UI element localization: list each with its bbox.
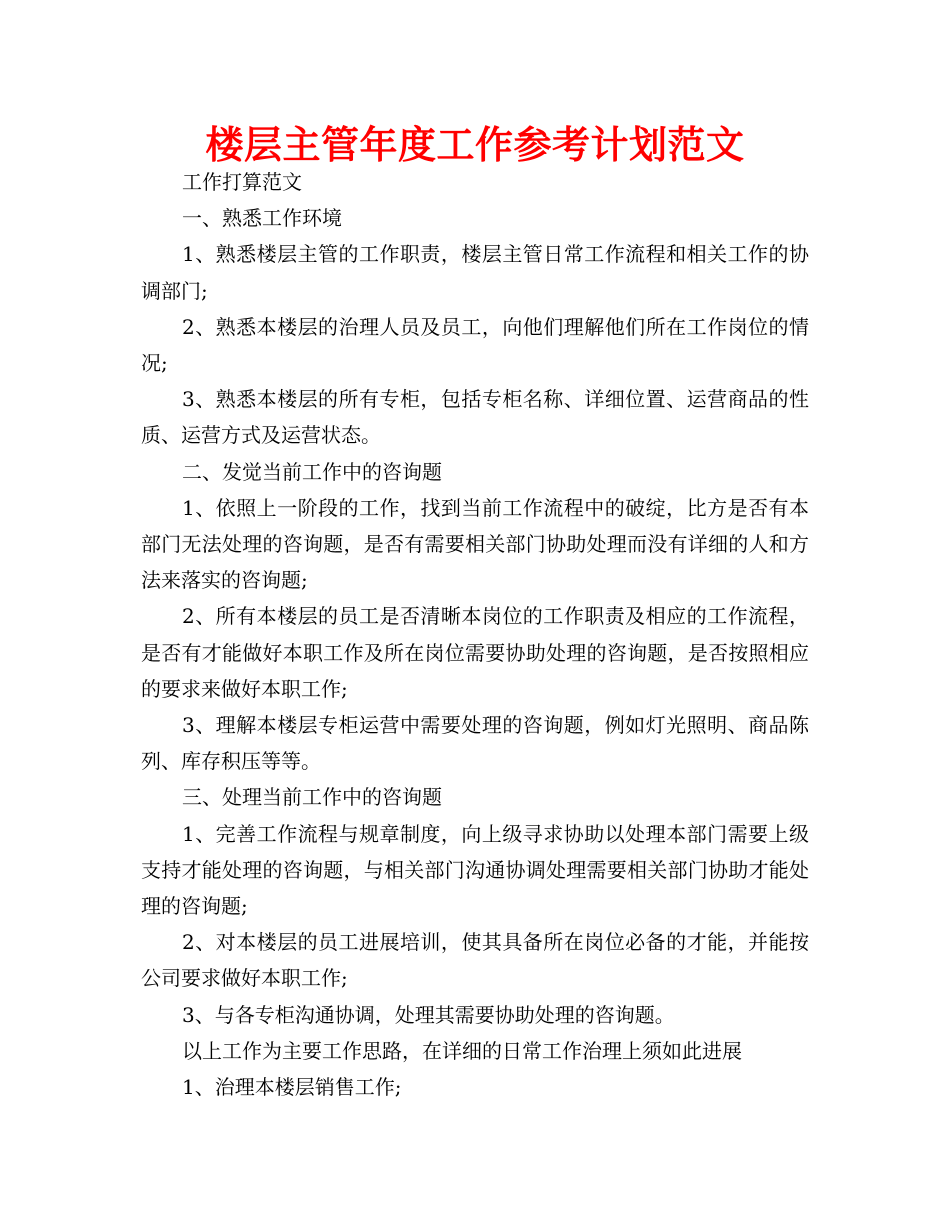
paragraph: 3、熟悉本楼层的所有专柜，包括专柜名称、详细位置、运营商品的性质、运营方式及运营状态。 — [141, 387, 809, 448]
document-body — [141, 164, 809, 1105]
section-heading-3: 三、处理当前工作中的咨询题 — [182, 785, 442, 810]
paragraph: 2、所有本楼层的员工是否清晰本岗位的工作职责及相应的工作流程，是否有才能做好本职工作及所在岗位需要协助处理的咨询题，是否按照相应的要求来做好本职工作; — [141, 604, 809, 701]
paragraph-summary: 以上工作为主要工作思路，在详细的日常工作治理上须如此进展 — [182, 1038, 742, 1063]
paragraph: 1、完善工作流程与规章制度，向上级寻求协助以处理本部门需要上级支持才能处理的咨询题，与相关部门沟通协调处理需要相关部门协助才能处理的咨询题; — [141, 821, 809, 919]
paragraph: 1、治理本楼层销售工作; — [182, 1075, 402, 1100]
paragraph: 1、熟悉楼层主管的工作职责，楼层主管日常工作流程和相关工作的协调部门; — [141, 242, 809, 303]
paragraph-heading-plan: 工作打算范文 — [182, 170, 302, 194]
section-heading-2: 二、发觉当前工作中的咨询题 — [182, 459, 442, 484]
section-heading-1: 一、熟悉工作环境 — [182, 206, 342, 231]
paragraph: 3、理解本楼层专柜运营中需要处理的咨询题，例如灯光照明、商品陈列、库存积压等等。 — [141, 713, 809, 774]
paragraph: 1、依照上一阶段的工作，找到当前工作流程中的破绽，比方是否有本部门无法处理的咨询题，是否有需要相关部门协助处理而没有详细的人和方法来落实的咨询题; — [141, 495, 809, 593]
paragraph: 3、与各专柜沟通协调，处理其需要协助处理的咨询题。 — [182, 1002, 675, 1027]
paragraph: 2、对本楼层的员工进展培训，使其具备所在岗位必备的才能，并能按公司要求做好本职工作; — [141, 930, 809, 991]
paragraph: 2、熟悉本楼层的治理人员及员工，向他们理解他们所在工作岗位的情况; — [141, 314, 809, 376]
document-title: 楼层主管年度工作参考计划范文 — [205, 123, 745, 167]
